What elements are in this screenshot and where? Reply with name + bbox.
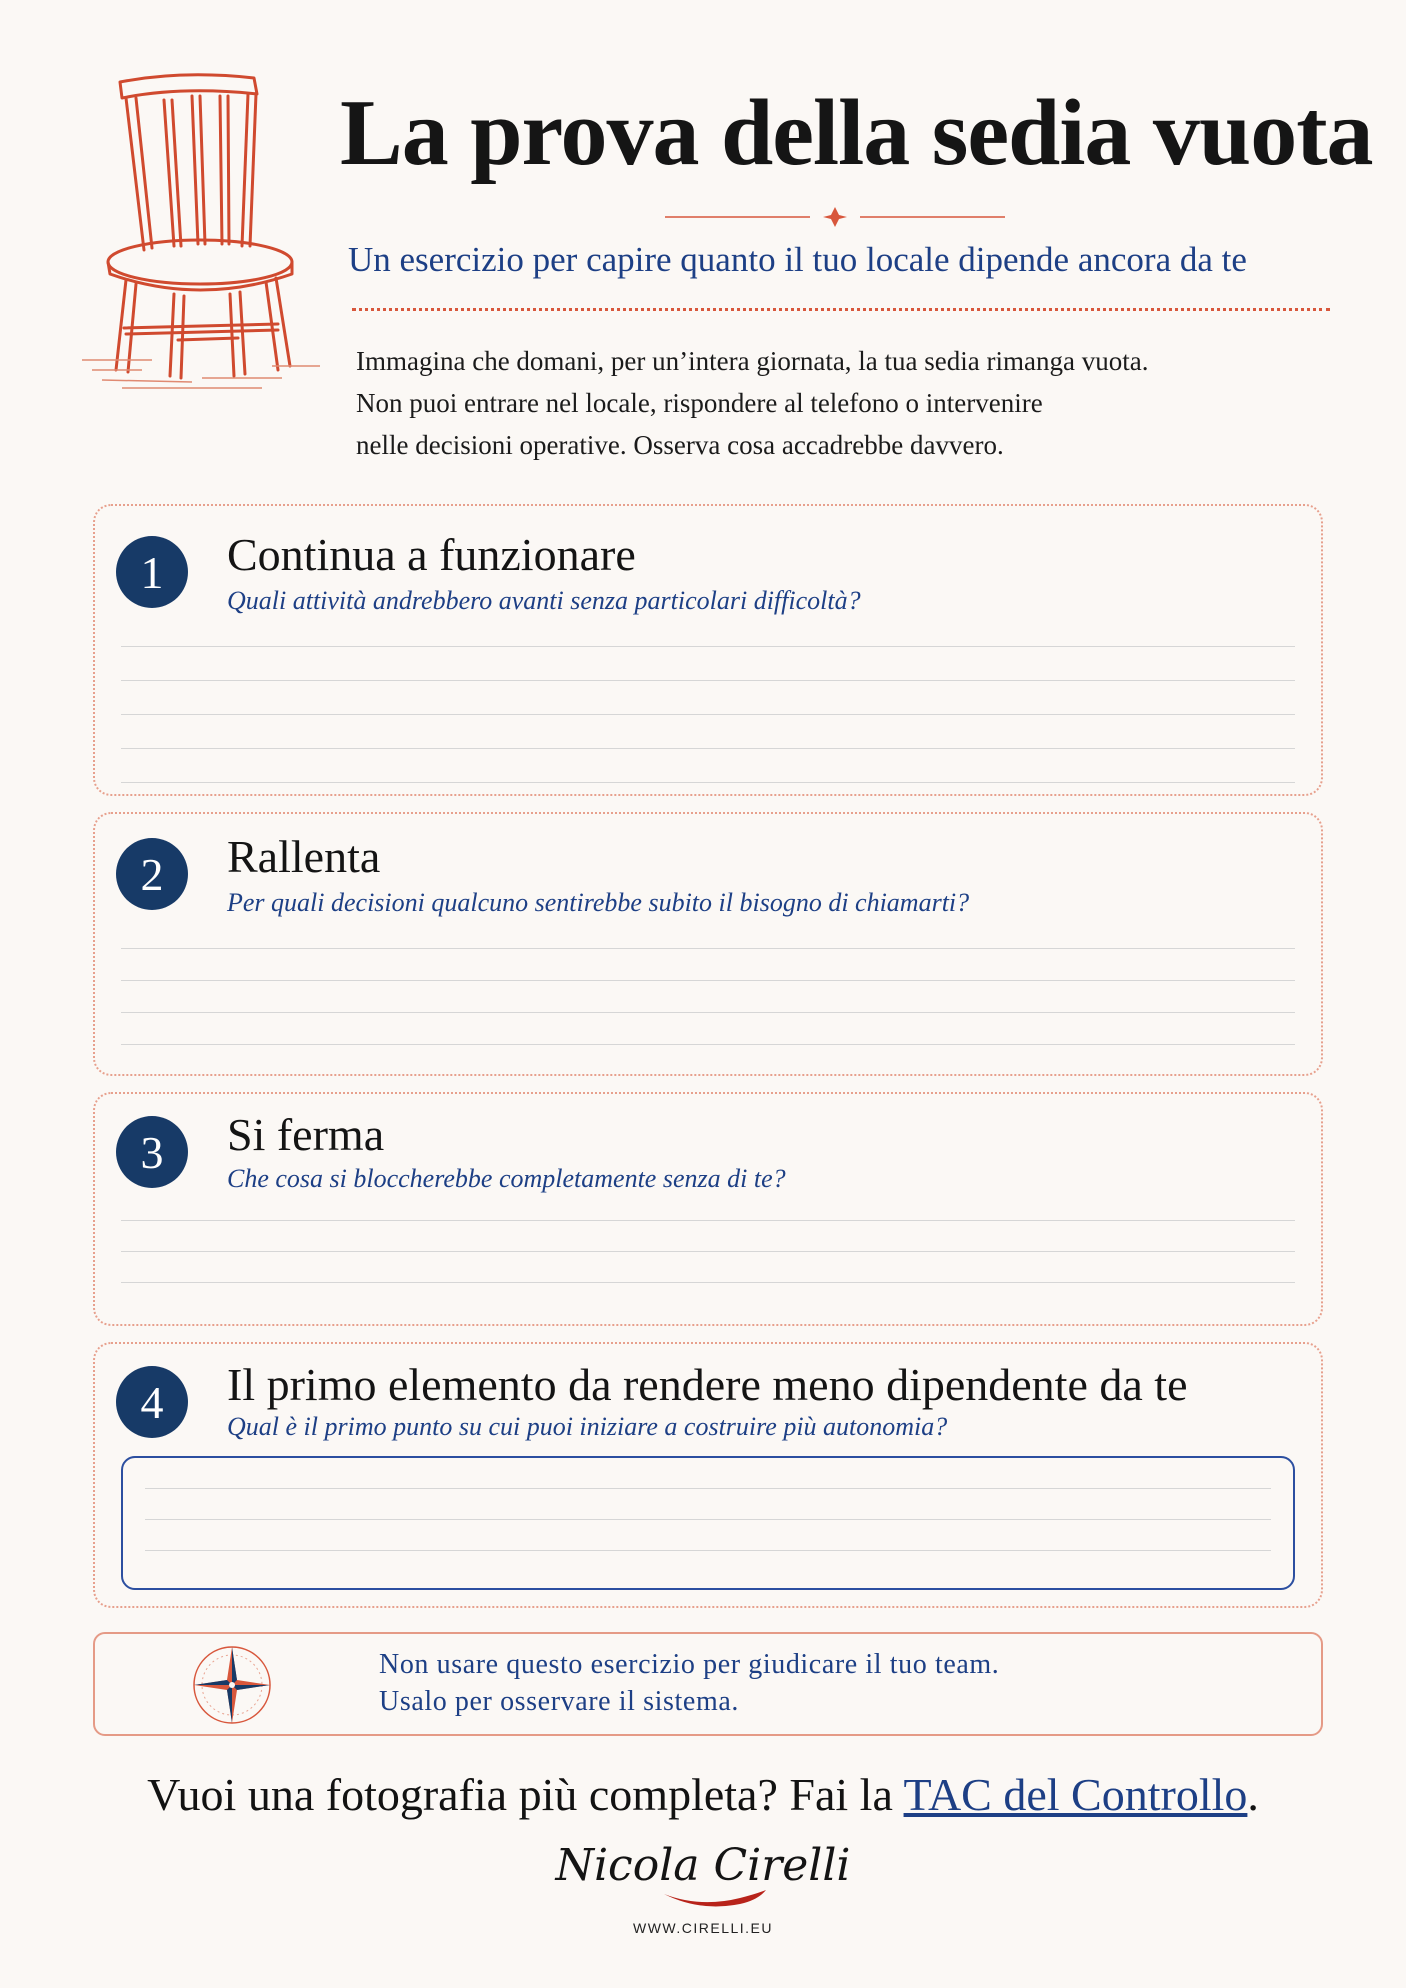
page-title: La prova della sedia vuota: [340, 81, 1373, 185]
section-question: Per quali decisioni qualcuno sentirebbe subito il bisogno di chiamarti?: [227, 888, 970, 917]
section-title: Continua a funzionare: [227, 529, 636, 580]
diamond-star-icon: [665, 205, 1005, 229]
section-continua: [93, 504, 1323, 796]
signature: Nicola Cirelli: [555, 1840, 851, 1891]
note-line: Usalo per osservare il sistema.: [379, 1686, 739, 1717]
section-rallenta: [93, 812, 1323, 1076]
chair-illustration: [82, 70, 322, 390]
answer-lines[interactable]: [121, 646, 1295, 783]
section-question: Che cosa si bloccherebbe completamente senza di te?: [227, 1164, 786, 1193]
note-text: [379, 1646, 999, 1720]
note-box: [93, 1632, 1323, 1736]
cta-suffix: .: [1247, 1769, 1259, 1820]
step-number-badge: 4: [116, 1366, 188, 1438]
section-question: Qual è il primo punto su cui puoi iniziare a costruire più autonomia?: [227, 1412, 948, 1441]
section-title: Si ferma: [227, 1109, 385, 1160]
intro-line: Immagina che domani, per un’intera giornata, la tua sedia rimanga vuota.: [356, 346, 1149, 376]
section-title: Il primo elemento da rendere meno dipendente da te: [227, 1359, 1188, 1410]
chili-stroke-icon: [660, 1888, 770, 1908]
compass-rose-icon: [191, 1644, 273, 1726]
step-number-badge: 3: [116, 1116, 188, 1188]
answer-lines[interactable]: [121, 948, 1295, 1045]
answer-lines: [145, 1488, 1271, 1551]
call-to-action: [0, 1768, 1406, 1821]
step-number-badge: 2: [116, 838, 188, 910]
intro-line: nelle decisioni operative. Osserva cosa accadrebbe davvero.: [356, 430, 1004, 460]
answer-box[interactable]: [121, 1456, 1295, 1590]
answer-lines[interactable]: [121, 1220, 1295, 1283]
section-si-ferma: [93, 1092, 1323, 1326]
intro-line: Non puoi entrare nel locale, rispondere al telefono o intervenire: [356, 388, 1043, 418]
divider: [352, 308, 1330, 311]
step-number-badge: 1: [116, 536, 188, 608]
section-title: Rallenta: [227, 831, 381, 882]
section-question: Quali attività andrebbero avanti senza particolari difficoltà?: [227, 586, 861, 615]
note-line: Non usare questo esercizio per giudicare il tuo team.: [379, 1649, 1000, 1680]
intro-paragraph: [356, 340, 1336, 466]
section-primo-elemento: [93, 1342, 1323, 1608]
page-subtitle: Un esercizio per capire quanto il tuo locale dipende ancora da te: [348, 240, 1247, 279]
tac-controllo-link[interactable]: TAC del Controllo: [903, 1769, 1248, 1820]
website-url[interactable]: WWW.CIRELLI.EU: [632, 1920, 773, 1936]
cta-text: Vuoi una fotografia più completa? Fai la: [147, 1769, 904, 1820]
